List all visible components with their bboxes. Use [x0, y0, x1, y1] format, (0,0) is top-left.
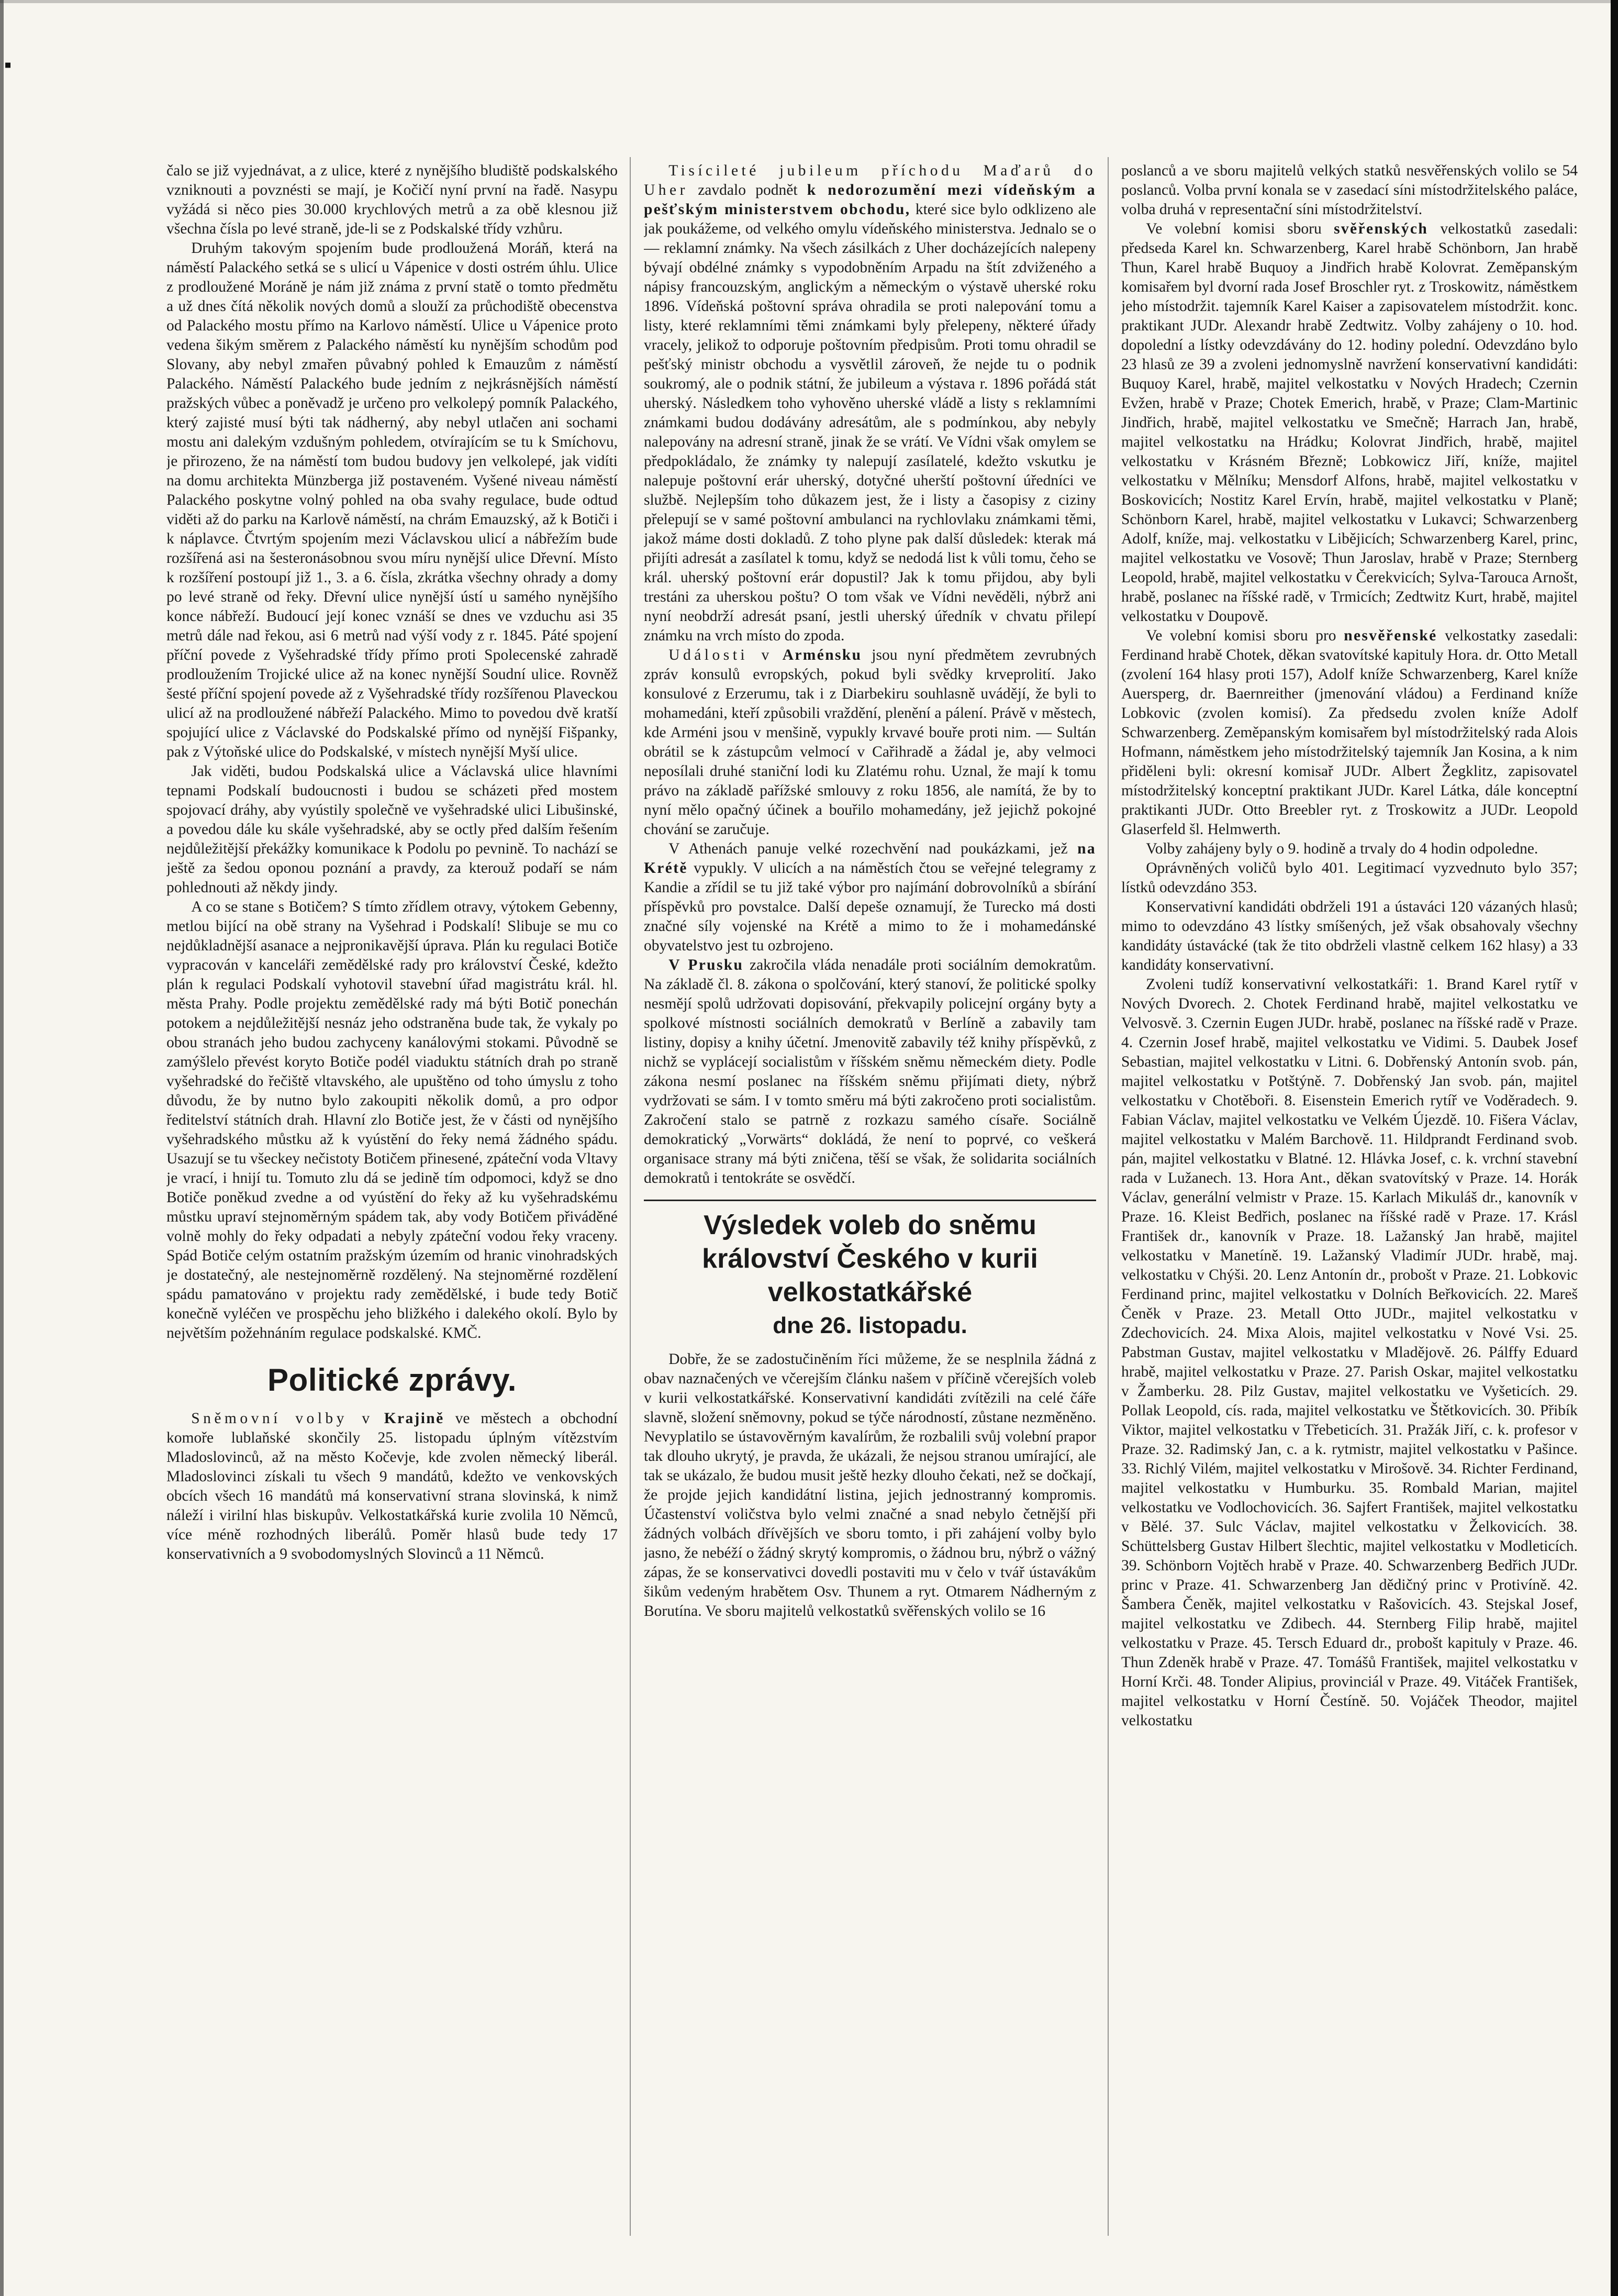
- lead-text: Sněmovní volby v: [191, 1410, 373, 1427]
- article-paragraph: [644, 839, 1096, 956]
- body-text: zakročila vláda nenadále proti sociálním demokratům. Na základě čl. 8. zákona o spolčování, který stanoví, že politické spolky nesmějí spolů udržovati dopisování, překvapily policejní orgány byty a spolkové místnosti sociálních demokratů v Berlíně a zabavily tam listiny, dopisy a knihy účetní. Jmenovitě zabavily též knihy příspěvků, z nichž se vyplácejí socialistům v říšském sněmu německém diety. Podle zákona nesmí poslanec na říšském sněmu přijímati diety, nýbrž vydržovati se sám. I v tomto směru má býti zakročeno proti socialistům. Zakročení stalo se patrně z rozkazu samého císaře. Sociálně demokratický „Vorwärts“ dokládá, že není to poprvé, co veškerá organisace strany má býti zničena, těší se však, že solidarita sociálních demokratů i tentokráte se osvědčí.: [644, 957, 1096, 1186]
- article-paragraph: poslanců a ve sboru majitelů velkých statků nesvěřenských volilo se 54 poslanců. Volba první konala se v zasedací síni místodržitelského paláce, volba druhá v representační síni místodržitelství.: [1121, 162, 1578, 218]
- place-name: na Krétě: [644, 840, 1096, 877]
- right-scan-edge: [1611, 0, 1618, 2296]
- body-text: vypukly. V ulicích a na náměstích čtou se veřejné telegramy z Kandie a zřídil se tu již také výbor pro najímání dobrovolníků a sbírání příspěvků pro povstalce. Další depeše oznamují, že Turecko má dosti značné síly vojenské na Krétě a mimo to že i mohamedánské obyvatelstvo jest tu ozbrojeno.: [644, 860, 1096, 954]
- place-name: Krajině: [384, 1410, 444, 1427]
- headline-date: dne 26. listopadu.: [773, 1313, 967, 1338]
- article-paragraph: [1121, 626, 1578, 839]
- article-paragraph: Oprávněných voličů bylo 401. Legitimací vyzvednuto bylo 357; lístků odevzdáno 353.: [1121, 860, 1578, 896]
- body-text: velkostatky zasedali: Ferdinand hrabě Chotek, děkan svatovítské kapituly Hora. dr. Otto Metall (zvolení 164 hlasy proti 157), Adolf kníže Schwarzenberg, Karel kníže Auersperg, dr. Baernreither (jmenování vládou) a Ferdinand kníže Lobkovic (zvolen komisí). Za předsedu zvolen kníže Adolf Schwarzenberg. Zeměpanským komisařem byl místodržitelský rada Alois Hofmann, náměstkem jeho místodržitelský tajemník Jan Kosina, a k nim přiděleni byli: okresní komisař JUDr. Albert Žegklitz, zapisovatel místodržitelský konceptní praktikant JUDr. Karel Látka, dále konceptní praktikanti JUDr. Otto Breebler ryt. z Troskowitz a JUDr. Leopold Glaserfeld šl. Helmwerth.: [1121, 627, 1578, 838]
- body-text: jsou nyní předmětem zevrubných zpráv konsulů evropských, pokud byli svědky krveprolití. Jako konsulové z Erzerumu, tak i z Diarbekiru souhlasně uvádějí, že byli to mohamedáni, kteří způsobili vraždění, plenění a pálení. Právě v městech, kde Arméni jsou v menšině, vypukly krvavé bouře proti nim. — Sultán obrátil se k zástupcům velmocí v Cařihradě a žádal je, aby velmoci neposílali druhé staniční lodi ku Zlatému rohu. Uznal, že mají k tomu právo na základě pařížské smlouvy z roku 1856, ale namítá, že by to nyní mělo opačný účinek a bouřilo mohamedány, jež jejichž pokojné chování se zaručuje.: [644, 647, 1096, 838]
- body-text: velkostatků zasedali: předseda Karel kn. Schwarzenberg, Karel hrabě Schönborn, Jan hrabě Thun, Karel hrabě Buquoy a Jindřich hrabě Kolovrat. Zeměpanským komisařem byl dvorní rada Josef Broschler ryt. z Troskowitz, náměstkem jeho místodržit. tajemník Karel Kaiser a zapisovatelem místodržit. konc. praktikant JUDr. Alexandr hrabě Zedtwitz. Volby zahájeny o 10. hod. dopolední a lístky odevzdávány do 12. hodiny polední. Odevzdáno bylo 23 hlasů ze 39 a zvoleni jednomyslně navržení konservativní kandidáti: Buquoy Karel, hrabě, majitel velkostatku v Nových Hradech; Czernin Evžen, hrabě v Praze; Chotek Emerich, hrabě, v Praze; Clam-Martinic Jindřich, hrabě, majitel velkostatku ve Smečně; Harrach Jan, hrabě, majitel velkostatku na Hrádku; Kolovrat Jindřich, hrabě, majitel velkostatku v Krásném Březně; Lobkowicz Jiří, kníže, majitel velkostatku v Mělníku; Mensdorf Alfons, hrabě, majitel velkostatku v Boskovicích; Nostitz Karel Ervín, hrabě, majitel velkostatku v Planě; Schönborn Karel, hrabě, majitel velkostatku v Lukavci; Schwarzenberg Adolf, kníže, maj. velkostatku v Libějicích; Schwarzenberg Karel, princ, majitel velkostatku ve Vosově; Thun Jaroslav, hrabě v Praze; Sternberg Leopold, hrabě, majitel velkostatku v Čerekvicích; Sylva-Tarouca Arnošt, hrabě, poslanec na říšské radě, v Trmicích; Zedtwitz Kurt, hrabě, majitel velkostatku v Doupově.: [1121, 220, 1578, 625]
- article-paragraph: Zvoleni tudíž konservativní velkostatkáři: 1. Brand Karel rytíř v Nových Dvorech. 2. Chotek Ferdinand hrabě, majitel velkostatku ve Velvosvě. 3. Czernin Eugen JUDr. hrabě, poslanec na říšské radě v Praze. 4. Czernin Josef hrabě, majitel velkostatku ve Vidimi. 5. Daubek Josef Sebastian, majitel velkostatku v Litni. 6. Dobřenský Antonín svob. pán, majitel velkostatku v Potštýně. 7. Dobřenský Jan svob. pán, majitel velkostatku v Chotěboři. 8. Eisenstein Emerich rytíř ve Voděradech. 9. Fabian Václav, majitel velkostatku ve Velkém Újezdě. 10. Fišera Václav, majitel velkostatku v Malém Barchově. 11. Hildprandt Ferdinand svob. pán, majitel velkostatku v Blatné. 12. Hlávka Josef, c. k. vrchní stavební rada v Lužanech. 13. Hora Ant., děkan svatovítský v Praze. 14. Horák Václav, generální velmistr v Praze. 15. Karlach Mikuláš dr., kanovník v Praze. 16. Kleist Bedřich, poslanec na říšské radě v Praze. 17. Krásl František dr., kanovník v Praze. 18. Lažanský Jan hrabě, majitel velkostatku v Manetíně. 19. Lažanský Vladimír JUDr. hrabě, maj. velkostatku v Chýši. 20. Lenz Antonín dr., probošt v Praze. 21. Lobkovic Ferdinand princ, majitel velkostatku v Dolních Beřkovicích. 22. Mareš Čeněk v Praze. 23. Metall Otto JUDr., majitel velkostatku v Zdechovicích. 24. Mixa Alois, majitel velkostatku v Nové Vsi. 25. Pabstman Gustav, majitel velkostatku v Mladějově. 26. Pálffy Eduard hrabě, majitel velkostatku v Praze. 27. Parish Oskar, majitel velkostatku v Žamberku. 28. Pilz Gustav, majitel velkostatku ve Vyšeticích. 29. Pollak Leopold, cís. rada, majitel velkostatku ve Štětkovicích. 30. Přibík Viktor, majitel velkostatku v Třebeticích. 31. Pražák Jiří, c. k. profesor v Praze. 32. Radimský Jan, c. a k. rytmistr, majitel velkostatku v Pašince. 33. Richlý Vilém, majitel velkostatku v Mirošově. 34. Richter Ferdinand, majitel velkostatku v Humburku. 35. Rombald Marian, majitel velkostatku ve Vodlochovicích. 36. Sajfert František, majitel velkostatku v Bělé. 37. Sulc Václav, majitel velkostatku v Želkovicích. 38. Schüttelsberg Gustav Hilbert šlechtic, majitel velkostatku v Modleticích. 39. Schönborn Vojtěch hrabě v Praze. 40. Schwarzenberg Bedřich JUDr. princ v Praze. 41. Schwarzenberg Jan dědičný princ v Protivíně. 42. Šambera Čeněk, majitel velkostatku v Rašovicích. 43. Stejskal Josef, majitel velkostatku ve Zdibech. 44. Sternberg Filip hrabě, majitel velkostatku v Praze. 45. Tersch Eduard dr., probošt kapituly v Praze. 46. Thun Zdeněk hrabě v Praze. 47. Tomášů František, majitel velkostatku v Horní Krči. 48. Tonder Alipius, provinciál v Praze. 49. Vitáček František, majitel velkostatku v Horní Čestíně. 50. Vojáček Theodor, majitel velkostatku: [1121, 976, 1578, 1729]
- emphasis-text: svěřenských: [1334, 220, 1429, 237]
- headline-title: Výsledek voleb do sněmu království Českého v kurii velkostatkářské: [702, 1210, 1038, 1307]
- body-text: které sice bylo odklizeno ale jak poukážeme, od velkého omylu vídeňského ministerstva. Jednalo se o — reklamní známky. Na všech zásilkách z Uher docházejících nalepeny bývají obdélné známky s vypodobněním Arpadu na štít zdviženého a nápisy francouzským, anglickým a německým o výstavě uherské roku 1896. Vídeňská poštovní správa ohradila se proti nalepování tomu a listy, které reklamními těmi známkami byly přelepeny, některé úřady vracely, jelikož to odporuje poštovním předpisům. Proti tomu ohradil se pešťský ministr obchodu a vysvětlil zároveň, že nejde tu o podnik soukromý, ale o podnik státní, že jubileum a výstava r. 1896 pořádá stát uherský. Následkem toho vyhověno uherské vládě a listy s reklamními známkami budou dodávány adresátům, ale s podmínkou, aby nebyly nalepovány na adresní straně, jinak že se vrátí. Ve Vídni však omylem se předpokládalo, že známky ty nalepují zasílatelé, kdežto vskutku je nalepuje poštovní erár uherský, dotyčné uherští poštovní úředníci ve službě. Nejlepším toho důkazem jest, že i listy a časopisy z ciziny přelepují se v samé poštovní ambulanci na rychlovlaku známkami těmi, jakož máme dosti dokladů. Z toho plyne pak další důsledek: kterak má přijíti adresát a zasílatel k tomu, když se nedodá list k vůli tomu, čeho se král. uherský poštovní erár dopustil? Jak k tomu přijdou, aby byli trestáni za uherskou poštu? O tom však ve Vídni nevěděli, nýbrž ani nyní neobdrží adresát psaní, jestli uherský úředník v chvatu přilepí známku na vrch místo do zpoda.: [644, 201, 1096, 644]
- column-3: [1121, 161, 1578, 2235]
- article-paragraph: [166, 1409, 618, 1564]
- column-divider-2: [1108, 157, 1109, 2236]
- column-2: [644, 161, 1096, 2235]
- page-mark: ▪: [4, 53, 12, 76]
- article-paragraph: Volby zahájeny byly o 9. hodině a trvaly do 4 hodin odpoledne.: [1146, 840, 1538, 857]
- article-paragraph: Konservativní kandidáti obdrželi 191 a ústaváci 120 vázaných hlasů; mimo to odevzdáno 43 lístky smíšených, jež však obsahovaly všechny kandidáty ústavácké (tak že tito obdrželi vlastně celkem 162 hlasy) a 33 kandidáty konservativní.: [1121, 899, 1578, 973]
- body-text: ve městech a obchodní komoře lublaňské skončily 25. listopadu úplným vítězstvím Mladoslovinců, až na město Kočevje, kde zvolen německý liberál. Mladoslovinci získali tu všech 9 mandátů, kdežto ve venkovských obcích všech 16 mandátů má konservativní strana slovinská, k nimž náleží i virilní hlas biskupův. Velkostatkářská kurie zvolila 10 Němců, více méně rozhodných liberálů. Poměr hlasů bude tedy 17 konservativních a 9 svobodomyslných Slovinců a 11 Němců.: [166, 1410, 618, 1562]
- lead-text: Ve volební komisi sboru: [1146, 220, 1322, 237]
- article-paragraph: [644, 956, 1096, 1188]
- left-binding-edge: [0, 0, 4, 2296]
- article-paragraph: A co se stane s Botičem? S tímto zřídlem otravy, výtokem Gebenny, metlou bijící na obě strany na Vyšehrad i Podskalí! Slibuje se mu co nejdůkladnější asanace a nejpronikavější úprava. Plán ku regulaci Botiče vypracován v kanceláři zemědělské rady pro království České, kdežto plán k regulaci Podskalí vyhotovil stavební úřad magistrátu král. hl. města Prahy. Podle projektu zemědělské rady má býti Botič ponechán potokem a nejdůležitější nesnáz jeho odstraněna bude tak, že vykaly po obou stranách jeho budou zachyceny kanálovými stokami. Původně se zamýšlelo převést koryto Botiče podél viaduktu státních drah po straně vyšehradské do řečiště vltavského, ale upuštěno od toho úmyslu z toho důvodu, že by nutno bylo zakoupiti několik domů, a pro odpor ředitelství státních drah. Hlavní zlo Botiče jest, že v části od nynějšího vyšehradského můstku až k vyústění do řeky nemá žádného spádu. Usazují se tu všeckey nečistoty Botičem přinesené, zpáteční voda Vltavy je vrací, i hnijí tu. Tomuto zlu dá se jedině tím odpomoci, když se dno Botiče poněkud zvedne a od vyústění do řeky až ku vyšehradskému můstku upraví stejnoměrným spádem tak, aby vody Botičem přiváděné volně mohly do řeky odpadati a nebyly zpáteční vodou řeky vraceny. Spád Botiče celým ostatním pražským územím od hranic vinohradských je dostatečný, ale nestejnoměrně rozdělený. Na stejnoměrné rozdělení spádu pamatováno v projektu rady zemědělské, i bude tedy Botič konečně vyléčen ve prospěchu jeho bližkého i dalekého okolí. Bylo by největším požehnáním regulace podskalské. KMČ.: [166, 899, 618, 1341]
- headline: [644, 1200, 1096, 1343]
- column-1: [166, 161, 618, 2235]
- place-name: V Prusku: [668, 957, 744, 973]
- section-title: Politické zprávy.: [267, 1362, 517, 1397]
- article-paragraph: [1121, 219, 1578, 626]
- emphasis-text: nesvěřenské: [1344, 627, 1437, 644]
- top-edge: [0, 0, 1618, 3]
- article-paragraph: Jak viděti, budou Podskalská ulice a Václavská ulice hlavními tepnami Podskalí budoucnosti i budou se scházeti před mostem spojovací dráhy, aby vyústily společně ve vyšehradské ulici Libušinské, a povedou dále ku skále vyšehradské, aby se octly před dalším řešením nejdůležitější překážky komunikace k Podolu po pevnině. To nachází se ještě za šedou oponou poznání a pravdy, za kterouž podaří se nám pohlednouti až někdy jindy.: [166, 763, 618, 896]
- lead-text: Ve volební komisi sboru pro: [1146, 627, 1336, 644]
- lead-text: V Athenách panuje velké rozechvění nad poukázkami, jež: [668, 840, 1068, 857]
- article-paragraph: Dobře, že se zadostučiněním říci můžeme, že se nesplnila žádná z obav naznačených ve včerejším článku našem v příčině včerejších voleb v kurii velkostatkářské. Konservativní kandidáti zvítězili na celé čáře slavně, složení sněmovny, pokud se týče národností, zůstane nezměněno. Nevyplatilo se ústavověrným kavalírům, že rozbalili svůj volební prapor tak dlouho ukrytý, je pravda, že ukázali, že nejsou stranou umírající, ale tak se ukázalo, že budou musit ještě hezky dlouho čekati, než se dočkají, že projde jejich kandidátní listina, jejich jednostranný kompromis. Účastenství voličstva bylo velmi značné a snad nebylo četnější při žádných volbách dřívějších ve sboru tomto, i při zahájení volby bylo jasno, že nebéží o žádný skrytý kompromis, o žádnou bru, nýbrž o vážný zápas, že se konservativci dovedli postaviti mu v čelo v tvář ústavákům šikům vedeným hrabětem Osv. Thunem a ryt. Otmarem Nádherným z Borutína. Ve sboru majitelů velkostatků svěřenských volilo se 16: [644, 1351, 1096, 1620]
- article-paragraph: čalo se již vyjednávat, a z ulice, které z nynějšího bludiště podskalského vzniknouti a povznésti se mají, je Kočičí nyní první na řadě. Nasypu vyžádá si něco pies 30.000 krychlových metrů a za obě klesnou již všechna čísla po levé straně, jde-li se z Podskalské třídy vzhůru.: [166, 162, 618, 237]
- emphasis-text: k nedorozumění mezi vídeňským a pešťským ministerstvem obchodu,: [644, 182, 1096, 218]
- lead-text: Události v: [668, 647, 773, 663]
- article-paragraph: [644, 646, 1096, 839]
- place-name: Arménsku: [782, 647, 862, 663]
- article-paragraph: Druhým takovým spojením bude prodloužená Moráň, která na náměstí Palackého setká se s ulicí u Vápenice v dosti ostrém úhlu. Ulice z prodloužené Moráně je nám již známa z první statě o tomto předmětu a už dnes čítá několik nových domů a slouží za průchodiště obecenstva od Palackého mostu přímo na Karlovo náměstí. Ulice u Vápenice proto vedena šikým směrem z Palackého náměstí ku nynějším schodům pod Slovany, aby nebyl zmařen půvabný pohled k Emauzům z náměstí Palackého. Náměstí Palackého bude jedním z nejkrásnějších náměstí pražských vůbec a poněvadž je určeno pro velkolepý pomník Palackého, který zajisté musí býti tak nádherný, aby nebyl utlačen ani sochami mostu ani dalekým vzdušným pohledem, otvírajícím se tu k Smíchovu, je přirozeno, že na náměstí tom budou budovy jen velkolepé, jak vidíti na domu architekta Münzberga již postaveném. Vyšené niveau náměstí Palackého poskytne volný pohled na oba svahy regulace, bude odtud viděti až do parku na Karlově náměstí, na chrám Emauzský, až k Botiči i k náplavce. Čtvrtým spojením mezi Václavskou ulicí a nábřežím bude rozšířená asi na šesteronásobnou svou míru nynější ulice Dřevní. Místo k rozšíření postoupí již 1., 3. a 6. čísla, zkrátka všechny ohrady a domy po levé straně od řeky. Dřevní ulice nynější ústí u samého nynějšího konce nábřeží. Budoucí její konec vznáší se dnes ve vzduchu asi 35 metrů dále nad řekou, asi 6 metrů nad výší vody z r. 1845. Páté spojení příční povede z Vyšehradské třídy přímo proti Spolecenské zahradě prodloužením Trojické ulice až na konec nynější Soudní ulice. Rovněž šesté příční spojení povede až z Vyšehradské třídy rozšířenou Plaveckou ulicí až na prodloužené nábřeží Palackého. Mimo to povedou dvě kratší spojující ulice z Václavské do Podskalské přímo od nynější Fišpanky, pak z Výtoňské ulice do Podskalské, v místech nynější Myší ulice.: [166, 240, 618, 760]
- column-divider-1: [630, 157, 631, 2236]
- article-paragraph: [644, 161, 1096, 646]
- body-text: zavdalo podnět: [698, 182, 798, 198]
- lead-text: Tisícileté jubileum příchodu Maďarů do Uher: [644, 162, 1096, 198]
